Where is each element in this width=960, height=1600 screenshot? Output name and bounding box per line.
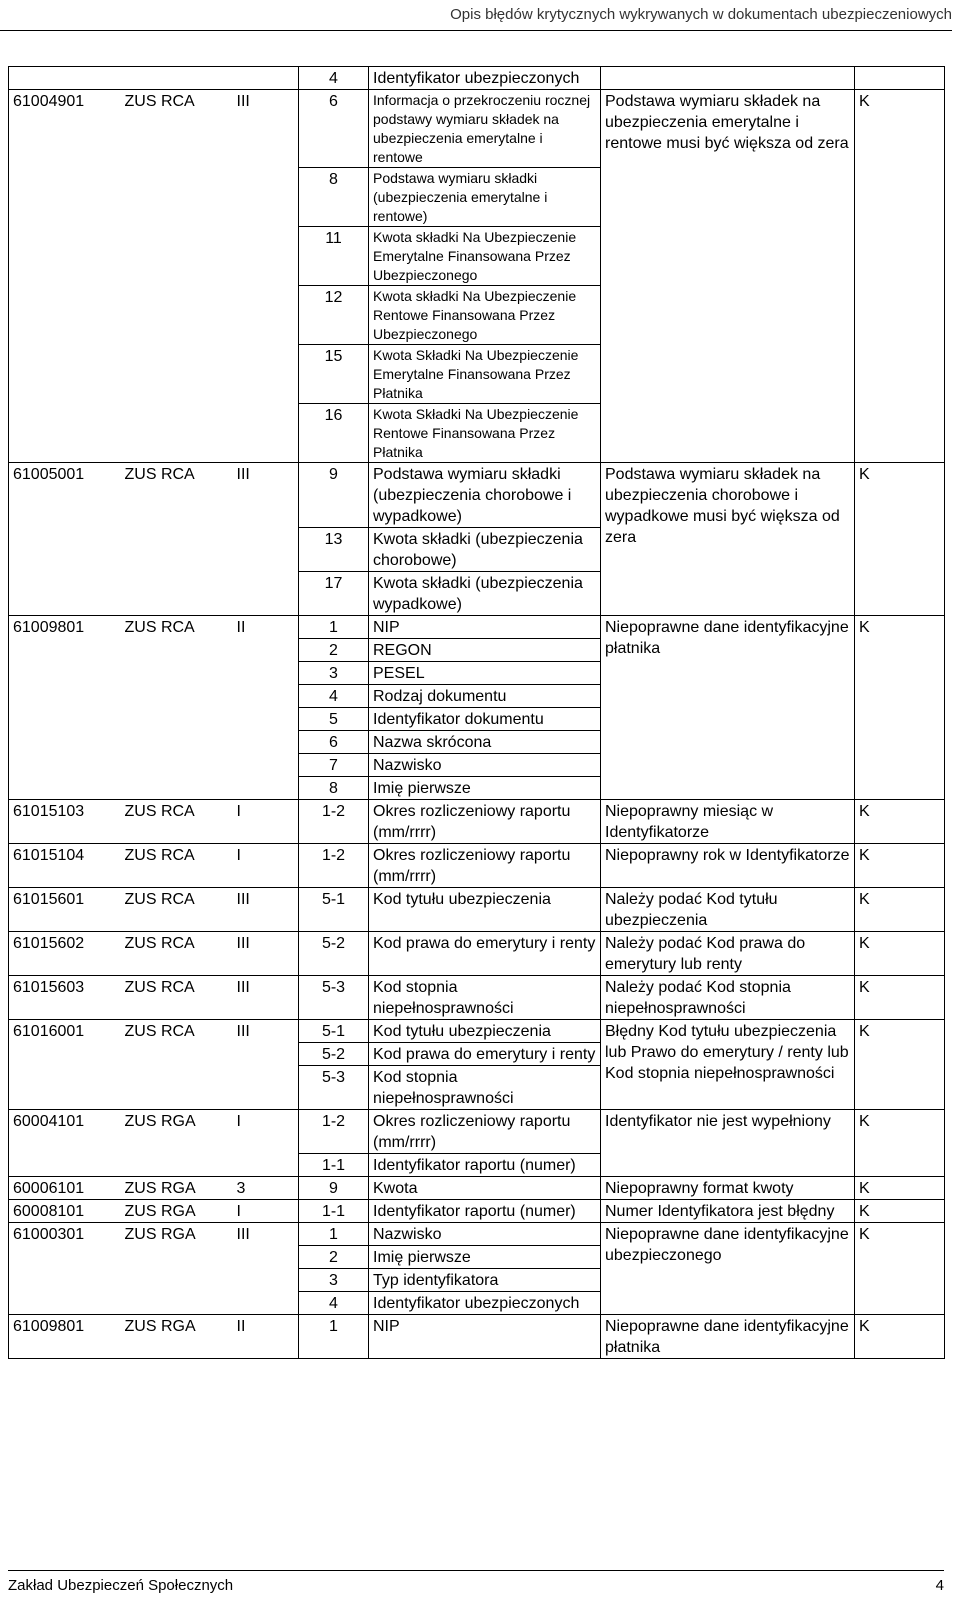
position-cell: 2 — [299, 639, 369, 662]
severity-cell: K — [855, 1177, 945, 1200]
table-row — [9, 1315, 945, 1359]
form-cell: ZUS RGA — [121, 1315, 233, 1359]
field-name-cell: Okres rozliczeniowy raportu (mm/rrrr) — [369, 844, 601, 888]
severity-cell: K — [855, 1223, 945, 1315]
position-cell: 1-1 — [299, 1154, 369, 1177]
position-cell: 4 — [299, 67, 369, 90]
position-cell: 8 — [299, 777, 369, 800]
table-row — [9, 888, 945, 932]
position-cell: 1 — [299, 616, 369, 639]
error-description-cell: Niepoprawne dane identyfikacyjne ubezpieczonego — [601, 1223, 855, 1315]
severity-cell: K — [855, 1110, 945, 1177]
position-cell: 1-2 — [299, 844, 369, 888]
table-row — [9, 1177, 945, 1200]
form-cell: ZUS RCA — [121, 844, 233, 888]
part-cell: III — [233, 976, 299, 1020]
form-cell: ZUS RGA — [121, 1200, 233, 1223]
table-row — [9, 1200, 945, 1223]
error-code-cell: 61015103 — [9, 800, 121, 844]
field-name-cell: Podstawa wymiaru składki (ubezpieczenia chorobowe i wypadkowe) — [369, 463, 601, 528]
form-cell — [121, 67, 233, 90]
error-code-cell: 61009801 — [9, 1315, 121, 1359]
error-code-cell: 61015104 — [9, 844, 121, 888]
position-cell: 5-3 — [299, 976, 369, 1020]
severity-cell: K — [855, 90, 945, 463]
field-name-cell: Okres rozliczeniowy raportu (mm/rrrr) — [369, 1110, 601, 1154]
error-description-cell: Niepoprawny miesiąc w Identyfikatorze — [601, 800, 855, 844]
position-cell: 3 — [299, 662, 369, 685]
field-name-cell: Kod stopnia niepełnosprawności — [369, 976, 601, 1020]
position-cell: 1-2 — [299, 1110, 369, 1154]
severity-cell: K — [855, 932, 945, 976]
position-cell: 5 — [299, 708, 369, 731]
error-table — [8, 66, 945, 1359]
form-cell: ZUS RCA — [121, 888, 233, 932]
page-header — [0, 0, 952, 31]
table-row — [9, 1223, 945, 1246]
form-cell: ZUS RGA — [121, 1110, 233, 1177]
severity-cell: K — [855, 888, 945, 932]
error-code-cell: 60008101 — [9, 1200, 121, 1223]
part-cell: III — [233, 932, 299, 976]
field-name-cell: Rodzaj dokumentu — [369, 685, 601, 708]
position-cell: 5-3 — [299, 1066, 369, 1110]
position-cell: 1 — [299, 1315, 369, 1359]
field-name-cell: NIP — [369, 616, 601, 639]
position-cell: 1-2 — [299, 800, 369, 844]
field-name-cell: Kod tytułu ubezpieczenia — [369, 888, 601, 932]
field-name-cell: Nazwa skrócona — [369, 731, 601, 754]
part-cell: III — [233, 888, 299, 932]
table-row — [9, 1020, 945, 1043]
field-name-cell: Kwota Składki Na Ubezpieczenie Emerytalne Finansowana Przez Płatnika — [369, 345, 601, 404]
error-code-cell: 61009801 — [9, 616, 121, 800]
field-name-cell: Okres rozliczeniowy raportu (mm/rrrr) — [369, 800, 601, 844]
field-name-cell: Identyfikator ubezpieczonych — [369, 1292, 601, 1315]
field-name-cell: REGON — [369, 639, 601, 662]
position-cell: 2 — [299, 1246, 369, 1269]
field-name-cell: Identyfikator raportu (numer) — [369, 1200, 601, 1223]
field-name-cell: Kod stopnia niepełnosprawności — [369, 1066, 601, 1110]
form-cell: ZUS RCA — [121, 90, 233, 463]
error-code-cell: 60006101 — [9, 1177, 121, 1200]
field-name-cell: PESEL — [369, 662, 601, 685]
form-cell: ZUS RGA — [121, 1177, 233, 1200]
table-row — [9, 67, 945, 90]
error-description-cell: Niepoprawny format kwoty — [601, 1177, 855, 1200]
form-cell: ZUS RCA — [121, 976, 233, 1020]
field-name-cell: Typ identyfikatora — [369, 1269, 601, 1292]
severity-cell: K — [855, 1020, 945, 1110]
position-cell: 5-2 — [299, 1043, 369, 1066]
page-footer — [8, 1570, 944, 1594]
position-cell: 1-1 — [299, 1200, 369, 1223]
header-title: Opis błędów krytycznych wykrywanych w dokumentach ubezpieczeniowych — [450, 6, 952, 23]
position-cell: 7 — [299, 754, 369, 777]
field-name-cell: Nazwisko — [369, 1223, 601, 1246]
field-name-cell: Nazwisko — [369, 754, 601, 777]
position-cell: 5-2 — [299, 932, 369, 976]
error-code-cell: 61015603 — [9, 976, 121, 1020]
position-cell: 15 — [299, 345, 369, 404]
form-cell: ZUS RGA — [121, 1223, 233, 1315]
position-cell: 6 — [299, 731, 369, 754]
part-cell: III — [233, 1223, 299, 1315]
form-cell: ZUS RCA — [121, 932, 233, 976]
position-cell: 12 — [299, 286, 369, 345]
part-cell: II — [233, 616, 299, 800]
form-cell: ZUS RCA — [121, 800, 233, 844]
field-name-cell: Kod tytułu ubezpieczenia — [369, 1020, 601, 1043]
position-cell: 4 — [299, 685, 369, 708]
error-description-cell: Należy podać Kod stopnia niepełnosprawności — [601, 976, 855, 1020]
severity-cell — [855, 67, 945, 90]
part-cell: II — [233, 1315, 299, 1359]
severity-cell: K — [855, 1315, 945, 1359]
part-cell: III — [233, 463, 299, 616]
position-cell: 8 — [299, 168, 369, 227]
severity-cell: K — [855, 463, 945, 616]
field-name-cell: Kwota składki Na Ubezpieczenie Rentowe Finansowana Przez Ubezpieczonego — [369, 286, 601, 345]
part-cell: I — [233, 1110, 299, 1177]
part-cell: 3 — [233, 1177, 299, 1200]
part-cell: I — [233, 844, 299, 888]
position-cell: 1 — [299, 1223, 369, 1246]
table-row — [9, 616, 945, 639]
field-name-cell: Kwota — [369, 1177, 601, 1200]
field-name-cell: Identyfikator ubezpieczonych — [369, 67, 601, 90]
position-cell: 5-1 — [299, 888, 369, 932]
error-code-cell: 61005001 — [9, 463, 121, 616]
table-row — [9, 90, 945, 168]
severity-cell: K — [855, 1200, 945, 1223]
table-row — [9, 844, 945, 888]
error-description-cell — [601, 67, 855, 90]
field-name-cell: Podstawa wymiaru składki (ubezpieczenia emerytalne i rentowe) — [369, 168, 601, 227]
error-description-cell: Podstawa wymiaru składek na ubezpieczenia emerytalne i rentowe musi być większa od zera — [601, 90, 855, 463]
error-code-cell — [9, 67, 121, 90]
field-name-cell: NIP — [369, 1315, 601, 1359]
form-cell: ZUS RCA — [121, 463, 233, 616]
position-cell: 9 — [299, 1177, 369, 1200]
table-row — [9, 976, 945, 1020]
part-cell — [233, 67, 299, 90]
severity-cell: K — [855, 844, 945, 888]
error-code-cell: 61015602 — [9, 932, 121, 976]
page-number: 4 — [935, 1577, 944, 1594]
field-name-cell: Kwota Składki Na Ubezpieczenie Rentowe Finansowana Przez Płatnika — [369, 404, 601, 463]
error-description-cell: Podstawa wymiaru składek na ubezpieczenia chorobowe i wypadkowe musi być większa od zera — [601, 463, 855, 616]
field-name-cell: Kod prawa do emerytury i renty — [369, 1043, 601, 1066]
field-name-cell: Identyfikator raportu (numer) — [369, 1154, 601, 1177]
error-description-cell: Należy podać Kod tytułu ubezpieczenia — [601, 888, 855, 932]
table-row — [9, 932, 945, 976]
form-cell: ZUS RCA — [121, 616, 233, 800]
field-name-cell: Kwota składki (ubezpieczenia wypadkowe) — [369, 572, 601, 616]
position-cell: 17 — [299, 572, 369, 616]
error-code-cell: 61015601 — [9, 888, 121, 932]
field-name-cell: Kwota składki Na Ubezpieczenie Emerytalne Finansowana Przez Ubezpieczonego — [369, 227, 601, 286]
error-code-cell: 61004901 — [9, 90, 121, 463]
footer-institution: Zakład Ubezpieczeń Społecznych — [8, 1577, 234, 1594]
severity-cell: K — [855, 616, 945, 800]
table-row — [9, 800, 945, 844]
position-cell: 13 — [299, 528, 369, 572]
position-cell: 5-1 — [299, 1020, 369, 1043]
table-row — [9, 463, 945, 528]
part-cell: I — [233, 800, 299, 844]
error-description-cell: Niepoprawne dane identyfikacyjne płatnika — [601, 616, 855, 800]
part-cell: III — [233, 90, 299, 463]
position-cell: 3 — [299, 1269, 369, 1292]
severity-cell: K — [855, 800, 945, 844]
error-description-cell: Należy podać Kod prawa do emerytury lub renty — [601, 932, 855, 976]
error-description-cell: Niepoprawne dane identyfikacyjne płatnika — [601, 1315, 855, 1359]
field-name-cell: Kwota składki (ubezpieczenia chorobowe) — [369, 528, 601, 572]
field-name-cell: Imię pierwsze — [369, 777, 601, 800]
field-name-cell: Kod prawa do emerytury i renty — [369, 932, 601, 976]
position-cell: 9 — [299, 463, 369, 528]
error-description-cell: Numer Identyfikatora jest błędny — [601, 1200, 855, 1223]
field-name-cell: Imię pierwsze — [369, 1246, 601, 1269]
field-name-cell: Identyfikator dokumentu — [369, 708, 601, 731]
position-cell: 6 — [299, 90, 369, 168]
form-cell: ZUS RCA — [121, 1020, 233, 1110]
field-name-cell: Informacja o przekroczeniu rocznej podstawy wymiaru składek na ubezpieczenia emerytalne i rentowe — [369, 90, 601, 168]
severity-cell: K — [855, 976, 945, 1020]
error-code-cell: 61016001 — [9, 1020, 121, 1110]
error-description-cell: Błędny Kod tytułu ubezpieczenia lub Prawo do emerytury / renty lub Kod stopnia niepełnosprawności — [601, 1020, 855, 1110]
position-cell: 4 — [299, 1292, 369, 1315]
part-cell: III — [233, 1020, 299, 1110]
position-cell: 11 — [299, 227, 369, 286]
part-cell: I — [233, 1200, 299, 1223]
table-row — [9, 1110, 945, 1154]
position-cell: 16 — [299, 404, 369, 463]
error-description-cell: Niepoprawny rok w Identyfikatorze — [601, 844, 855, 888]
error-description-cell: Identyfikator nie jest wypełniony — [601, 1110, 855, 1177]
error-code-cell: 61000301 — [9, 1223, 121, 1315]
error-code-cell: 60004101 — [9, 1110, 121, 1177]
